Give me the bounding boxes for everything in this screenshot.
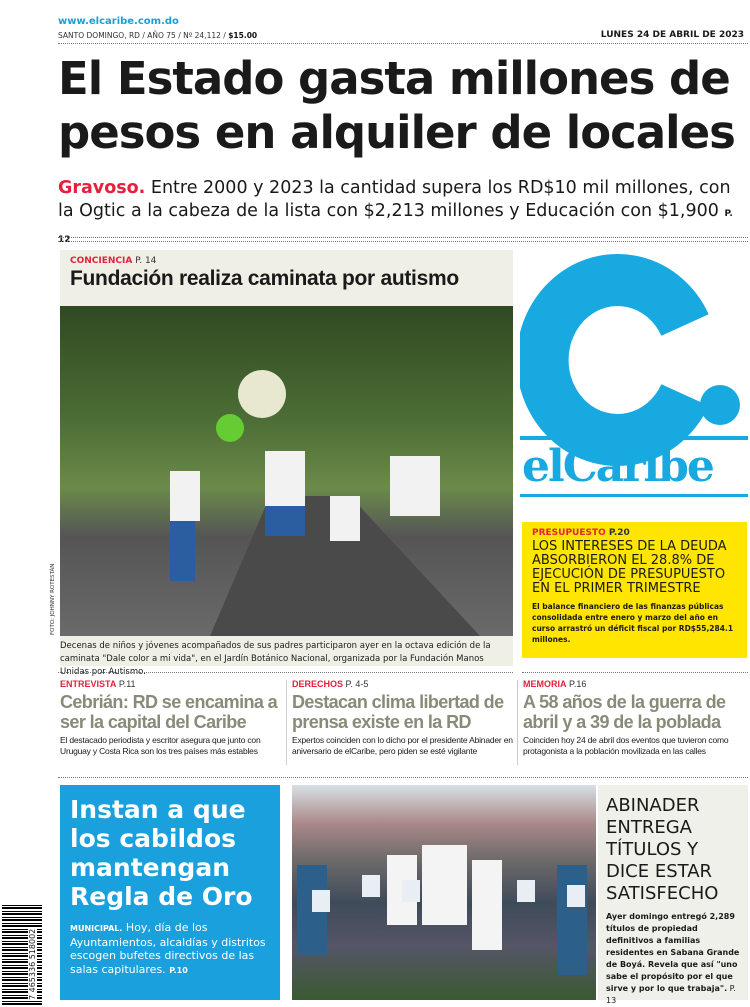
abinader-story[interactable] — [598, 785, 748, 1005]
abinader-headline: ABINADER ENTREGA TÍTULOS Y DICE ESTAR SATISFECHO — [606, 795, 719, 904]
story-kicker — [292, 679, 514, 690]
budget-box — [522, 522, 747, 658]
story-page: P.16 — [566, 679, 587, 689]
lead-kicker: Gravoso. — [58, 178, 146, 198]
story-body: El destacado periodista y escritor asegura que junto con Uruguay y Costa Rica son los tres países más estables — [60, 735, 261, 756]
photo-credit: FOTO: JOHNNY ROTESTÁN — [50, 563, 56, 635]
column-rule — [286, 680, 287, 765]
price: $15.00 — [228, 31, 258, 40]
divider — [522, 672, 748, 673]
divider — [58, 241, 748, 242]
story-kicker-label: ENTREVISTA — [60, 679, 117, 689]
divider — [58, 777, 748, 778]
issue-date: LUNES 24 DE ABRIL DE 2023 — [600, 30, 744, 40]
municipal-text: Hoy, día de los Ayuntamientos, alcaldías y distritos escogen bufetes directivos de las salas capitulares. — [70, 921, 266, 976]
divider — [58, 672, 513, 673]
feature-kicker — [70, 256, 510, 266]
walk-photo-scene — [60, 306, 513, 636]
edition-meta: SANTO DOMINGO, RD / AÑO 75 / Nº 24,112 / — [58, 31, 229, 40]
barcode-number: 7 465336 518002 — [28, 928, 37, 1000]
story-page: P. 4-5 — [343, 679, 369, 689]
story-kicker — [523, 679, 748, 690]
municipal-kicker: MUNICIPAL. — [70, 924, 123, 933]
elcaribe-logo — [520, 250, 748, 500]
feature-caption: Decenas de niños y jóvenes acompañados de sus padres participaron ayer en la octava edición de la caminata "Dale color a mi vida", en el Jardín Botánico Nacional, organizada por la Fundación Manos Unidas por Autismo. — [60, 641, 491, 677]
abinader-photo-scene — [292, 785, 596, 1000]
story-entrevista[interactable] — [60, 679, 282, 757]
municipal-body — [70, 921, 270, 977]
story-headline: A 58 años de la guerra de abril y a 39 de la poblada — [523, 692, 726, 732]
lead-page: P. 12 — [58, 209, 733, 245]
abinader-body — [606, 911, 740, 1007]
story-headline: Cebrián: RD se encamina a ser la capital del Caribe — [60, 692, 278, 732]
story-kicker-label: MEMORIA — [523, 679, 567, 689]
lead-headline: El Estado gasta millones de pesos en alquiler de locales — [58, 52, 735, 159]
divider — [58, 43, 748, 44]
municipal-headline: Instan a que los cabildos mantengan Regla de Oro — [70, 795, 253, 911]
feature-headline: Fundación realiza caminata por autismo — [70, 267, 459, 290]
walk-photo — [60, 306, 513, 636]
budget-headline: LOS INTERESES DE LA DEUDA ABSORBIERON EL 28.8% DE EJECUCIÓN DE PRESUPUESTO EN EL PRIMER TRIMESTRE — [532, 539, 727, 596]
story-body: Expertos coinciden con lo dicho por el presidente Abinader en aniversario de elCaribe, pero piden se esté vigilante — [292, 735, 513, 756]
column-rule — [517, 680, 518, 765]
balloon — [216, 414, 244, 442]
municipal-box[interactable] — [60, 785, 280, 1000]
website-url[interactable]: www.elcaribe.com.do — [58, 16, 179, 27]
feature-page: P. 14 — [132, 256, 157, 266]
feature-header — [70, 256, 510, 292]
feature-kicker-label: CONCIENCIA — [70, 256, 133, 266]
story-body: Coinciden hoy 24 de abril dos eventos que tuvieron como protagonista a la población movilizada en las calles — [523, 735, 729, 756]
budget-kicker-label: PRESUPUESTO — [532, 528, 606, 538]
logo-wordmark: elCaribe — [522, 441, 713, 492]
story-memoria[interactable] — [523, 679, 748, 757]
divider — [58, 237, 748, 238]
abinader-photo — [292, 785, 596, 1000]
story-page: P.11 — [116, 679, 136, 689]
budget-body: El balance financiero de las finanzas públicas consolidada entre enero y marzo del año en curso arrastró un déficit fiscal por RD$55,284.1 millones. — [532, 602, 734, 644]
budget-kicker — [532, 528, 737, 538]
abinader-text: Ayer domingo entregó 2,289 títulos de propiedad definitivos a familias residentes en Sabana Grande de Boyá. Revela que así "uno sabe el propósito por el que sirve y por lo que trabaja". — [606, 912, 740, 993]
story-headline: Destacan clima libertad de prensa existe en la RD — [292, 692, 504, 732]
municipal-page: P.10 — [169, 965, 188, 975]
budget-page: P.20 — [605, 528, 630, 538]
story-kicker — [60, 679, 282, 690]
beach-ball — [238, 370, 286, 418]
story-kicker-label: DERECHOS — [292, 679, 344, 689]
lead-summary-text: Entre 2000 y 2023 la cantidad supera los RD$10 mil millones, con la Ogtic a la cabeza de la lista con $2,213 millones y Educación con $1,900 — [58, 178, 731, 221]
edition-info — [58, 31, 257, 40]
story-derechos[interactable] — [292, 679, 514, 757]
abinader-page: P. 13 — [606, 984, 736, 1005]
